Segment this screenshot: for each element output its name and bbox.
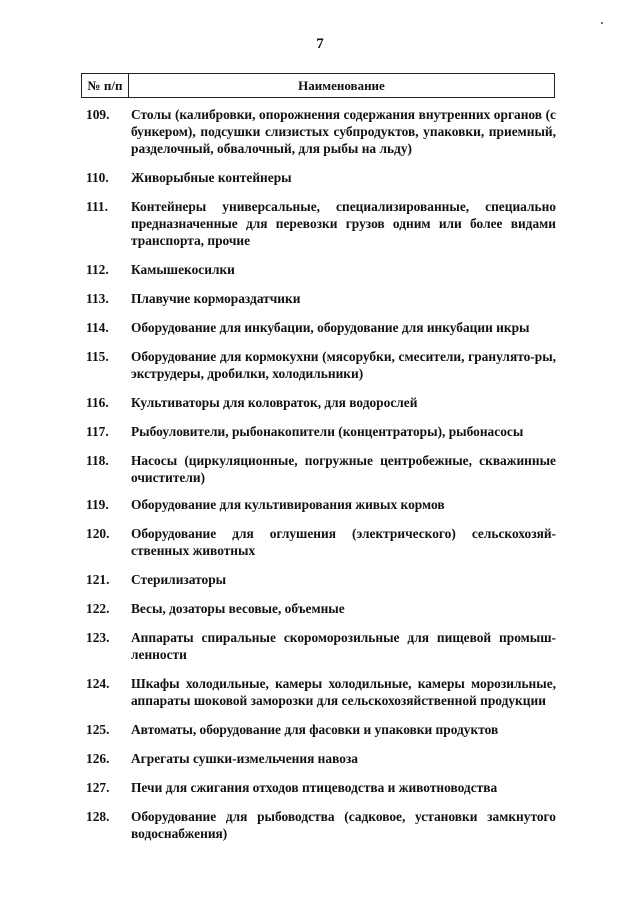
table-row	[86, 348, 556, 382]
table-row	[86, 261, 556, 278]
row-name: Камышекосилки	[131, 262, 235, 277]
table-body	[86, 106, 556, 842]
row-number: 123.	[86, 630, 110, 645]
table-row	[86, 675, 556, 709]
row-number: 128.	[86, 809, 110, 824]
row-name: Оборудование для инкубации, оборудование для инкубации икры	[131, 320, 530, 335]
table-row	[86, 808, 556, 842]
row-name: Плавучие кормораздатчики	[131, 291, 301, 306]
row-number: 117.	[86, 424, 109, 439]
row-name: Оборудование для кормокухни (мясорубки, смесители, гранулято-ры, экструдеры, дробилки, холодильники)	[131, 349, 556, 381]
table-row	[86, 571, 556, 588]
row-name: Шкафы холодильные, камеры холодильные, камеры морозильные, аппараты шоковой заморозки для сельскохозяйственной продукции	[131, 676, 556, 708]
row-name: Рыбоуловители, рыбонакопители (концентраторы), рыбонасосы	[131, 424, 524, 439]
row-number: 109.	[86, 107, 110, 122]
row-name: Аппараты спиральные скороморозильные для пищевой промыш-ленности	[131, 630, 556, 662]
table-row	[86, 290, 556, 307]
row-name: Автоматы, оборудование для фасовки и упаковки продуктов	[131, 722, 499, 737]
table-row	[86, 106, 556, 157]
table-row	[86, 779, 556, 796]
row-name: Контейнеры универсальные, специализированные, специально предназначенные для перевозки грузов одним или более видами транспорта, прочие	[131, 199, 556, 248]
row-number: 110.	[86, 170, 109, 185]
table-row	[86, 600, 556, 617]
table-row	[86, 496, 556, 513]
row-number: 120.	[86, 526, 110, 541]
table-row	[86, 319, 556, 336]
row-name: Насосы (циркуляционные, погружные центробежные, скважинные очистители)	[131, 453, 556, 485]
row-name: Агрегаты сушки-измельчения навоза	[131, 751, 358, 766]
row-name: Печи для сжигания отходов птицеводства и животноводства	[131, 780, 498, 795]
row-name: Оборудование для культивирования живых кормов	[131, 497, 445, 512]
header-number-column: № п/п	[82, 74, 129, 97]
scan-speck	[601, 22, 603, 24]
table-row	[86, 423, 556, 440]
row-number: 125.	[86, 722, 110, 737]
table-row	[86, 452, 556, 486]
table-row	[86, 198, 556, 249]
row-number: 121.	[86, 572, 110, 587]
row-number: 124.	[86, 676, 110, 691]
row-name: Весы, дозаторы весовые, объемные	[131, 601, 345, 616]
row-name: Оборудование для рыбоводства (садковое, установки замкнутого водоснабжения)	[131, 809, 556, 841]
table-row	[86, 750, 556, 767]
table-header	[81, 73, 555, 98]
row-number: 113.	[86, 291, 109, 306]
header-name-column: Наименование	[298, 77, 385, 93]
table-row	[86, 721, 556, 738]
row-number: 118.	[86, 453, 109, 468]
table-row	[86, 169, 556, 186]
row-name: Культиваторы для коловраток, для водорослей	[131, 395, 418, 410]
row-number: 119.	[86, 497, 109, 512]
row-number: 115.	[86, 349, 109, 364]
table-row	[86, 394, 556, 411]
row-number: 127.	[86, 780, 110, 795]
row-name: Живорыбные контейнеры	[131, 170, 292, 185]
row-name: Оборудование для оглушения (электрического) сельскохозяй-ственных животных	[131, 526, 556, 558]
row-number: 116.	[86, 395, 109, 410]
row-number: 122.	[86, 601, 110, 616]
table-row	[86, 525, 556, 559]
page-number: 7	[316, 36, 324, 52]
row-name: Стерилизаторы	[131, 572, 227, 587]
row-number: 114.	[86, 320, 109, 335]
row-name: Столы (калибровки, опорожнения содержания внутренних органов (с бункером), подсушки слизистых субпродуктов, упаковки, приемный, разделочный, обвалочный, для рыбы на льду)	[131, 107, 556, 156]
table-row	[86, 629, 556, 663]
row-number: 126.	[86, 751, 110, 766]
row-number: 111.	[86, 199, 108, 214]
row-number: 112.	[86, 262, 109, 277]
